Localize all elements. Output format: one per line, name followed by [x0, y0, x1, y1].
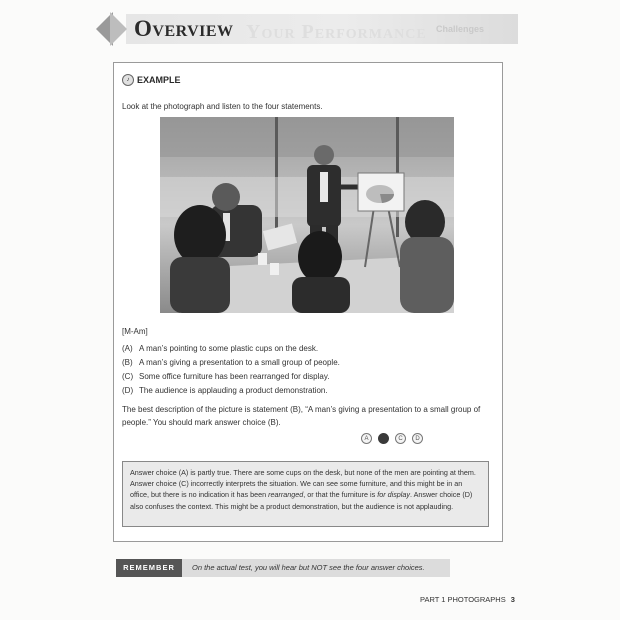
choice-text: Some office furniture has been rearranged for display. [139, 372, 330, 381]
best-description-text: The best description of the picture is statement (B), “A man’s giving a presentation to a small group of people.” You should mark answer choice (B). [122, 405, 481, 427]
choice-d [122, 384, 340, 398]
explanation-box [122, 461, 489, 527]
choice-b [122, 356, 340, 370]
remember-text: On the actual test, you will hear but NOT see the four answer choices. [192, 563, 425, 572]
header-ghost-small-text: Challenges [436, 24, 485, 34]
bubble-c[interactable]: C [395, 433, 406, 444]
right-arrow-icon [110, 12, 127, 46]
instruction-text: Look at the photograph and listen to the four statements. [122, 102, 323, 111]
choice-text: The audience is applauding a product demonstration. [139, 386, 328, 395]
example-box [113, 62, 503, 542]
answer-choices-list [122, 342, 340, 398]
explanation-part3: . Answer choice (D) also confuses the context. This might be a product demonstration, but the audience is not applauding. [130, 490, 473, 511]
explanation-em1: rearranged [268, 490, 304, 500]
choice-c [122, 370, 340, 384]
answer-sheet-bubbles [361, 433, 423, 444]
choice-letter: (C) [122, 372, 134, 381]
page-number: 3 [510, 595, 515, 604]
bubble-d[interactable]: D [412, 433, 423, 444]
photo-illustration [160, 117, 454, 313]
choice-text: A man’s giving a presentation to a small group of people. [139, 358, 340, 367]
choice-letter: (D) [122, 386, 134, 395]
choice-a [122, 342, 340, 356]
audio-track-icon: ♪ [122, 74, 134, 86]
remember-tag: REMEMBER [116, 559, 182, 577]
example-label: EXAMPLE [137, 75, 181, 85]
explanation-em2: for display [377, 490, 410, 500]
bubble-b-filled[interactable] [378, 433, 389, 444]
choice-letter: (A) [122, 344, 133, 353]
example-heading [122, 74, 181, 86]
page-title: Overview [134, 16, 234, 41]
choice-text: A man’s pointing to some plastic cups on the desk. [139, 344, 319, 353]
choice-letter: (B) [122, 358, 133, 367]
section-header [96, 10, 518, 48]
speaker-label: [M-Am] [122, 327, 148, 336]
remember-bar [116, 559, 450, 577]
meeting-photograph [160, 117, 454, 313]
explanation-part2: , or that the furniture is [303, 490, 378, 500]
page-footer [420, 595, 515, 604]
explanation-part1: Answer choice (A) is partly true. There are some cups on the desk, but none of the men are pointing at them. Answer choice (C) incorrectly interprets the situation. We can see some furniture, and this might be in an office, but there is no indication it has been [130, 468, 476, 500]
bubble-a[interactable]: A [361, 433, 372, 444]
footer-section: PART 1 PHOTOGRAPHS [420, 595, 506, 604]
header-ghost-text: Your Performance [246, 21, 427, 43]
